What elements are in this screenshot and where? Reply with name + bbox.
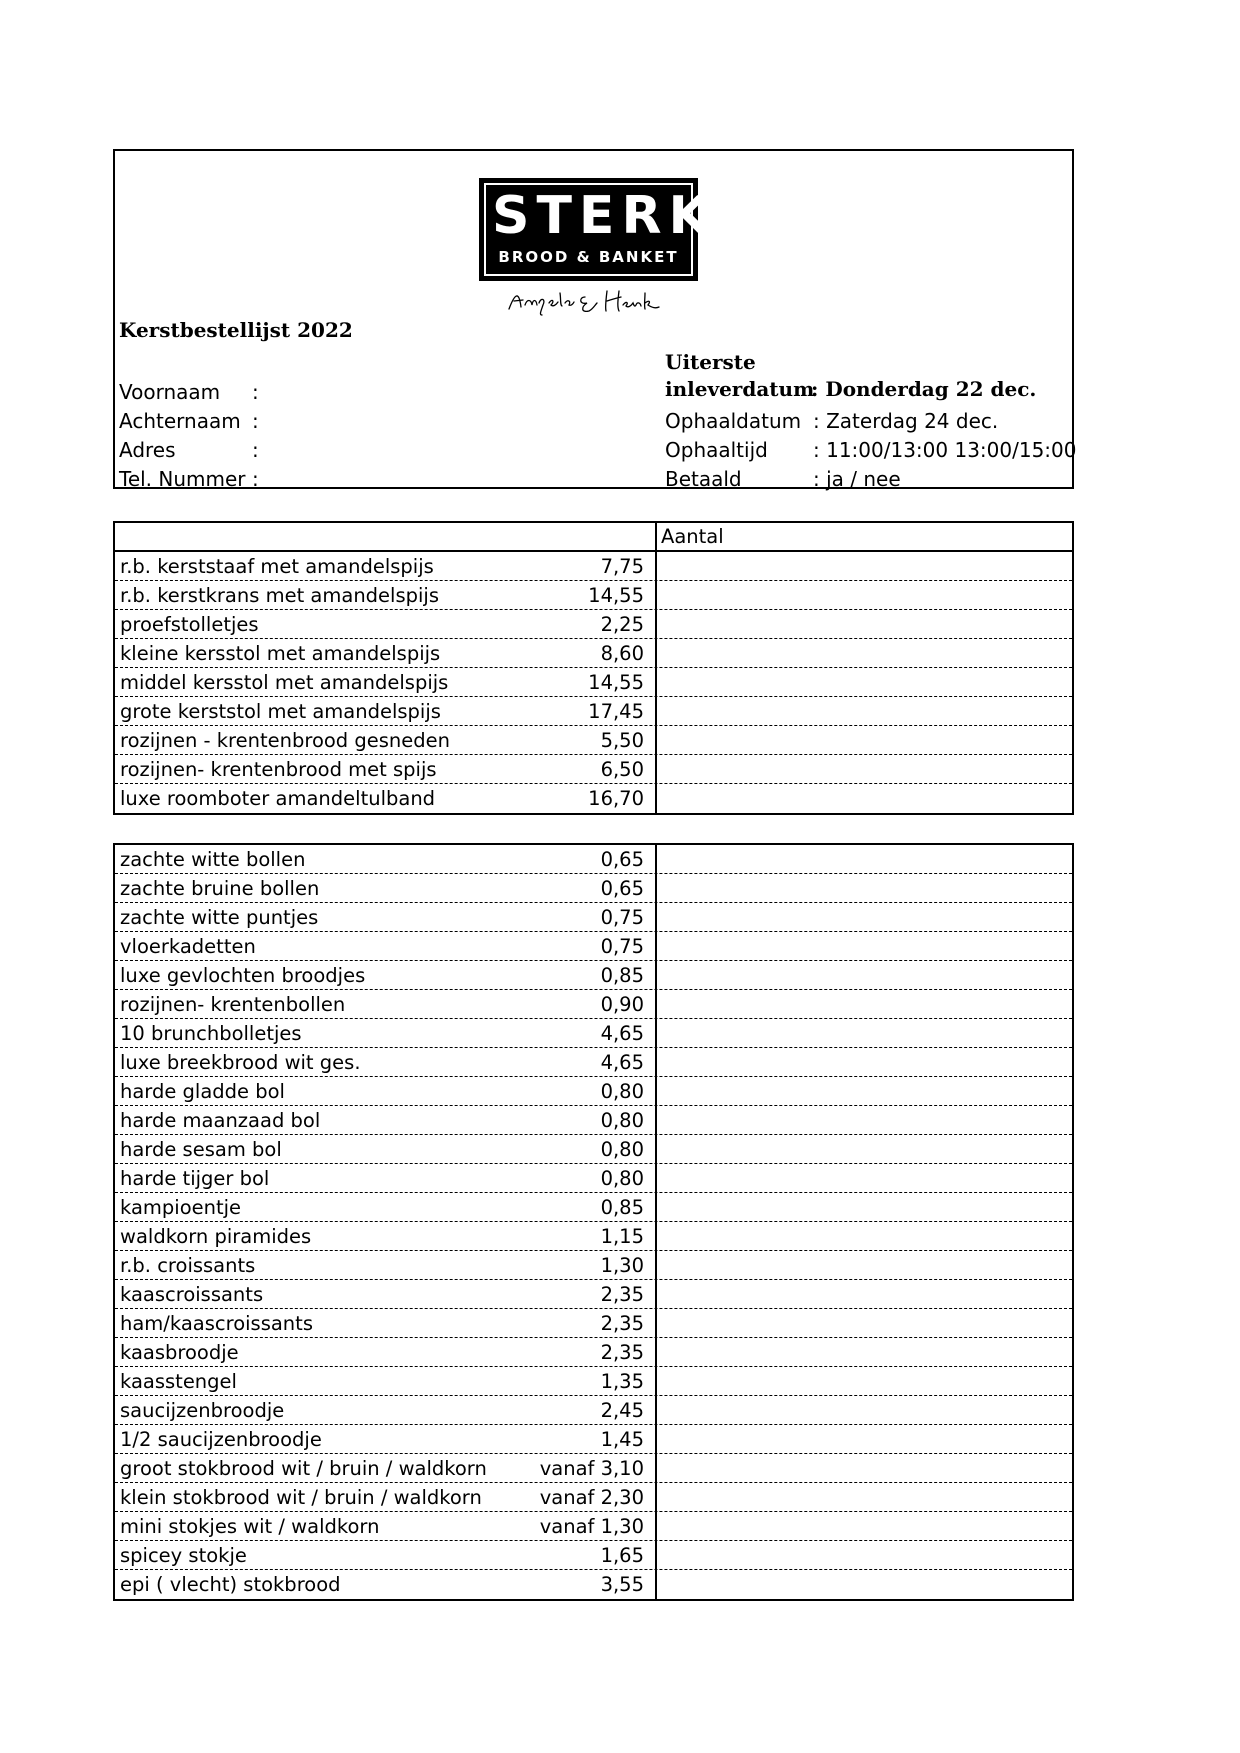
product-name: zachte witte puntjes [120,906,319,929]
product-name: r.b. kerststaaf met amandelspijs [120,555,434,578]
product-name: rozijnen - krentenbrood gesneden [120,729,451,752]
product-name: kaascroissants [120,1283,264,1306]
table-row [115,697,1072,726]
pickup-time-label: Ophaaltijd [665,438,768,462]
table-row [115,932,1072,961]
product-name: harde maanzaad bol [120,1109,321,1132]
quantity-cell[interactable] [656,668,1072,696]
product-price: 0,85 [600,964,644,987]
quantity-cell[interactable] [656,1048,1072,1076]
quantity-cell[interactable] [656,932,1072,960]
quantity-cell[interactable] [656,990,1072,1018]
product-price: 0,75 [600,935,644,958]
paid-label: Betaald [665,467,742,491]
page-title: Kerstbestellijst 2022 [119,318,353,342]
product-price: 8,60 [600,642,644,665]
quantity-cell[interactable] [656,755,1072,783]
product-name: waldkorn piramides [120,1225,312,1248]
table-row [115,755,1072,784]
quantity-cell[interactable] [656,1309,1072,1337]
field-label-tel: Tel. Nummer [119,467,246,491]
product-price: 0,85 [600,1196,644,1219]
field-sep-adres: : [252,438,259,462]
paid-value: : ja / nee [813,467,901,491]
quantity-cell[interactable] [656,697,1072,725]
table-row [115,784,1072,813]
product-name: mini stokjes wit / waldkorn [120,1515,380,1538]
table-row [115,990,1072,1019]
table-row [115,1425,1072,1454]
table-row [115,1338,1072,1367]
product-name: vloerkadetten [120,935,256,958]
product-price: 0,80 [600,1138,644,1161]
aantal-header: Aantal [661,525,724,548]
product-price: 0,80 [600,1167,644,1190]
table-row [115,1512,1072,1541]
quantity-cell[interactable] [656,1425,1072,1453]
product-price: 0,90 [600,993,644,1016]
field-label-voornaam: Voornaam [119,380,221,404]
product-name: epi ( vlecht) stokbrood [120,1573,341,1596]
product-price: 4,65 [600,1022,644,1045]
table-row [115,1222,1072,1251]
quantity-cell[interactable] [656,1367,1072,1395]
product-price: 3,55 [600,1573,644,1596]
quantity-cell[interactable] [656,1077,1072,1105]
product-price: 0,75 [600,906,644,929]
product-name: spicey stokje [120,1544,247,1567]
table-row [115,903,1072,932]
logo-sub-text: BROOD & BANKET [498,248,679,266]
table-row [115,1164,1072,1193]
table-row [115,1280,1072,1309]
product-name: ham/kaascroissants [120,1312,313,1335]
quantity-cell[interactable] [656,1251,1072,1279]
table-row [115,1048,1072,1077]
quantity-cell[interactable] [656,1541,1072,1569]
quantity-cell[interactable] [656,639,1072,667]
deadline-value: : Donderdag 22 dec. [811,377,1037,401]
order-table-christmas [113,521,1074,815]
sterk-logo [479,178,716,281]
field-sep-voornaam: : [252,380,259,404]
quantity-cell[interactable] [656,845,1072,873]
quantity-cell[interactable] [656,961,1072,989]
product-name: 1/2 saucijzenbroodje [120,1428,322,1451]
product-name: kleine kersstol met amandelspijs [120,642,441,665]
table-row [115,668,1072,697]
pickup-time-value: : 11:00/13:00 13:00/15:00 [813,438,1077,462]
product-name: kampioentje [120,1196,242,1219]
product-name: grote kerststol met amandelspijs [120,700,441,723]
quantity-cell[interactable] [656,1512,1072,1540]
product-name: proefstolletjes [120,613,259,636]
product-price: 2,25 [600,613,644,636]
quantity-cell[interactable] [656,1570,1072,1599]
quantity-cell[interactable] [656,581,1072,609]
quantity-cell[interactable] [656,1454,1072,1482]
product-price: 2,35 [600,1341,644,1364]
product-price: 2,35 [600,1312,644,1335]
deadline-label-line1: Uiterste [665,350,756,374]
quantity-cell[interactable] [656,1019,1072,1047]
table-row [115,1106,1072,1135]
product-price: 5,50 [600,729,644,752]
table-row [115,639,1072,668]
product-price: 4,65 [600,1051,644,1074]
product-name: saucijzenbroodje [120,1399,285,1422]
field-label-adres: Adres [119,438,176,462]
table-row [115,1541,1072,1570]
product-name: kaasstengel [120,1370,237,1393]
product-price: 1,35 [600,1370,644,1393]
product-name: harde gladde bol [120,1080,285,1103]
product-price: 6,50 [600,758,644,781]
table-row [115,1483,1072,1512]
quantity-cell[interactable] [656,903,1072,931]
quantity-cell[interactable] [656,1106,1072,1134]
table-row [115,1077,1072,1106]
product-name: r.b. kerstkrans met amandelspijs [120,584,440,607]
table-row [115,1454,1072,1483]
product-name: klein stokbrood wit / bruin / waldkorn [120,1486,482,1509]
product-price: 1,30 [600,1254,644,1277]
table-row [115,1193,1072,1222]
order-table-bread [113,843,1074,1601]
product-price: vanaf 1,30 [539,1515,644,1538]
table-row [115,1309,1072,1338]
quantity-cell[interactable] [656,1338,1072,1366]
quantity-cell[interactable] [656,1164,1072,1192]
product-name: zachte witte bollen [120,848,306,871]
quantity-cell[interactable] [656,784,1072,813]
quantity-cell[interactable] [656,1396,1072,1424]
product-name: harde sesam bol [120,1138,282,1161]
product-name: 10 brunchbolletjes [120,1022,302,1045]
product-name: luxe roomboter amandeltulband [120,787,436,810]
product-name: zachte bruine bollen [120,877,320,900]
product-price: 0,80 [600,1109,644,1132]
product-price: 1,65 [600,1544,644,1567]
product-name: luxe breekbrood wit ges. [120,1051,361,1074]
quantity-cell[interactable] [656,874,1072,902]
product-price: 0,65 [600,848,644,871]
product-price: vanaf 3,10 [539,1457,644,1480]
product-name: kaasbroodje [120,1341,239,1364]
product-price: 1,15 [600,1225,644,1248]
field-sep-tel: : [252,467,259,491]
pickup-date-label: Ophaaldatum [665,409,802,433]
product-price: 7,75 [600,555,644,578]
table-row [115,726,1072,755]
product-price: 0,80 [600,1080,644,1103]
product-name: harde tijger bol [120,1167,270,1190]
product-name: r.b. croissants [120,1254,256,1277]
product-price: 16,70 [588,787,644,810]
table-row [115,610,1072,639]
product-name: luxe gevlochten broodjes [120,964,366,987]
table-header-row [115,523,1072,552]
quantity-cell[interactable] [656,1483,1072,1511]
product-name: rozijnen- krentenbrood met spijs [120,758,437,781]
product-price: 1,45 [600,1428,644,1451]
product-price: 2,35 [600,1283,644,1306]
table-row [115,1396,1072,1425]
table-row [115,961,1072,990]
product-price: 2,45 [600,1399,644,1422]
field-sep-achternaam: : [252,409,259,433]
signature-angela-henk [505,285,670,317]
table-row [115,1019,1072,1048]
quantity-cell[interactable] [656,610,1072,638]
deadline-label-line2: inleverdatum [665,377,815,401]
quantity-cell[interactable] [656,552,1072,580]
table-row [115,1367,1072,1396]
table-row [115,874,1072,903]
logo-main-text: STERK [492,186,716,246]
pickup-date-value: : Zaterdag 24 dec. [813,409,999,433]
product-name: groot stokbrood wit / bruin / waldkorn [120,1457,487,1480]
product-price: 17,45 [588,700,644,723]
product-price: 14,55 [588,671,644,694]
product-name: rozijnen- krentenbollen [120,993,346,1016]
table-row [115,845,1072,874]
table-row [115,581,1072,610]
quantity-cell[interactable] [656,1222,1072,1250]
quantity-cell[interactable] [656,726,1072,754]
product-price: 14,55 [588,584,644,607]
table-row [115,1135,1072,1164]
product-name: middel kersstol met amandelspijs [120,671,449,694]
quantity-cell[interactable] [656,1193,1072,1221]
table-row [115,1251,1072,1280]
field-label-achternaam: Achternaam [119,409,241,433]
product-price: vanaf 2,30 [539,1486,644,1509]
quantity-cell[interactable] [656,1135,1072,1163]
table-row [115,1570,1072,1599]
table-row [115,552,1072,581]
product-price: 0,65 [600,877,644,900]
quantity-cell[interactable] [656,1280,1072,1308]
